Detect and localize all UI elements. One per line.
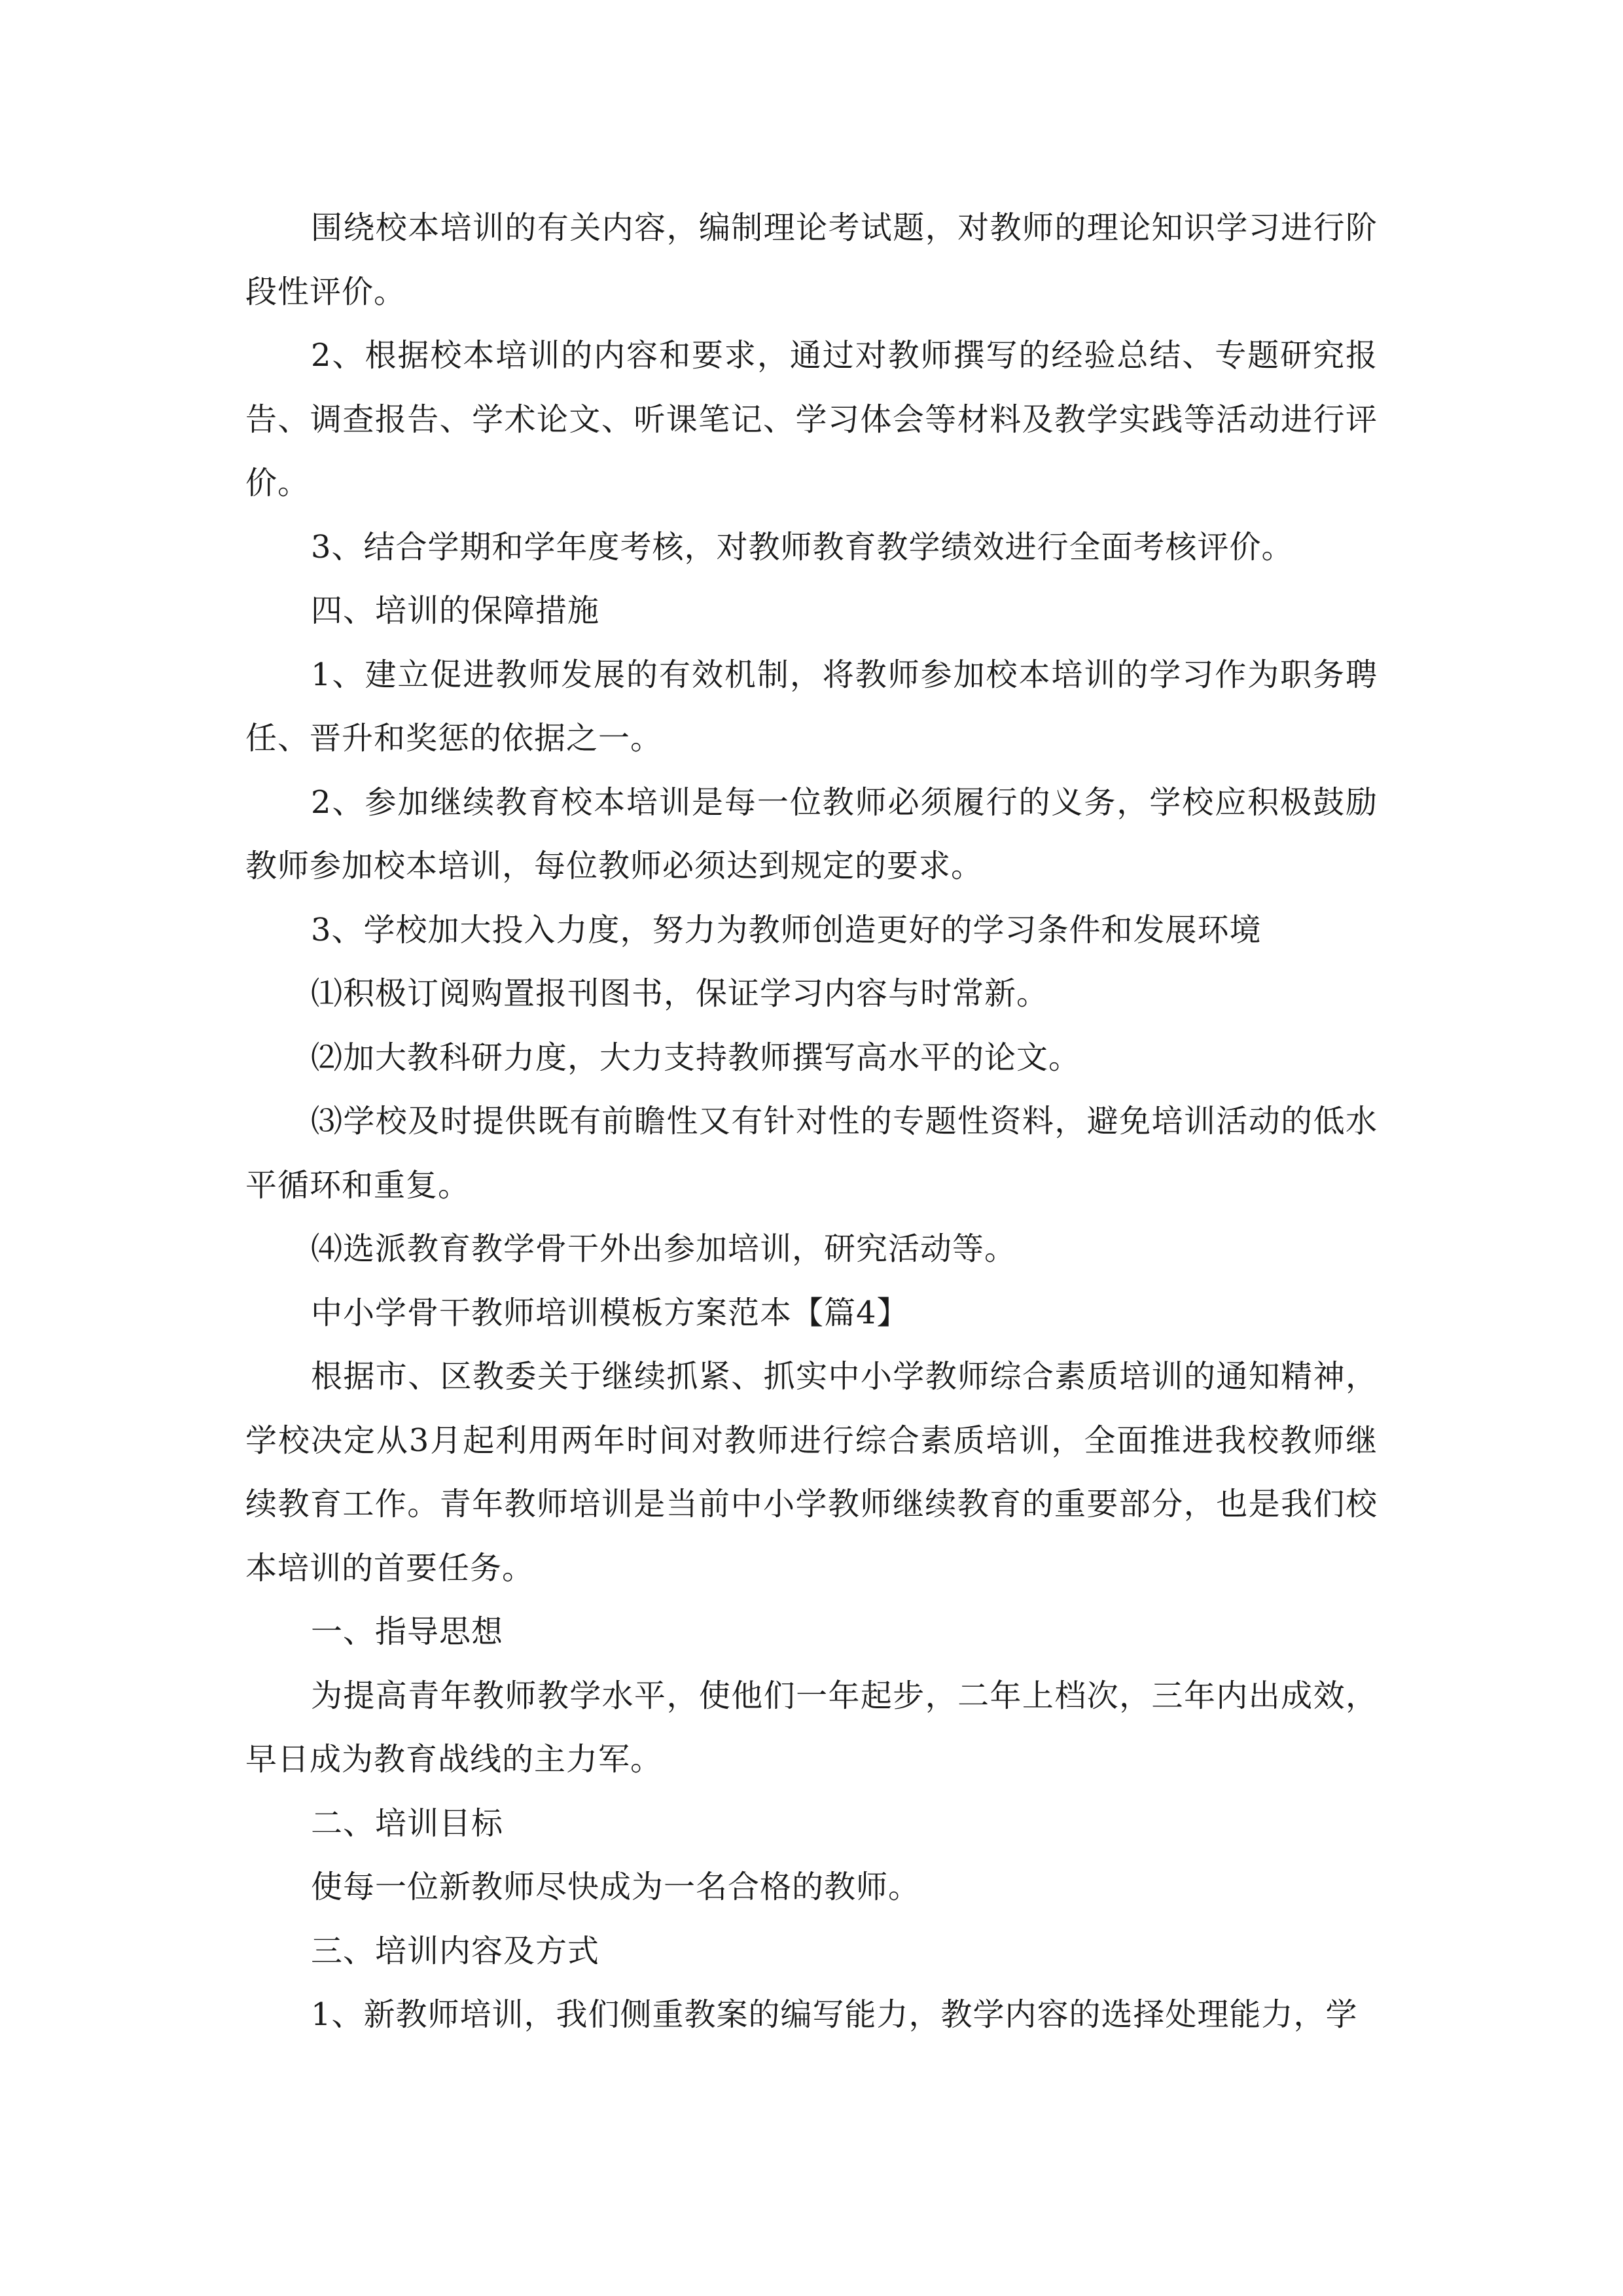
paragraph: 1、建立促进教师发展的有效机制，将教师参加校本培训的学习作为职务聘任、晋升和奖惩的依据之一。 [245,656,1378,757]
paragraph: 1、新教师培训，我们侧重教案的编写能力，教学内容的选择处理能力，学 [311,1996,1358,2033]
paragraph: 3、学校加大投入力度，努力为教师创造更好的学习条件和发展环境 [311,911,1262,948]
paragraph: 为提高青年教师教学水平，使他们一年起步，二年上档次，三年内出成效，早日成为教育战线的主力军。 [245,1677,1378,1778]
section-heading: 一、指导思想 [311,1613,504,1650]
paragraph: 2、参加继续教育校本培训是每一位教师必须履行的义务，学校应积极鼓励教师参加校本培训，每位教师必须达到规定的要求。 [245,783,1378,884]
paragraph: 使每一位新教师尽快成为一名合格的教师。 [311,1869,921,1905]
list-item: ⑴积极订阅购置报刊图书，保证学习内容与时常新。 [311,975,1049,1012]
paragraph: 3、结合学期和学年度考核，对教师教育教学绩效进行全面考核评价。 [311,528,1294,565]
list-item: ⑷选派教育教学骨干外出参加培训，研究活动等。 [311,1230,1017,1267]
section-heading: 四、培训的保障措施 [311,592,600,629]
section-heading: 二、培训目标 [311,1804,504,1842]
paragraph: 根据市、区教委关于继续抓紧、抓实中小学教师综合素质培训的通知精神，学校决定从3月起利用两年时间对教师进行综合素质培训，全面推进我校教师继续教育工作。青年教师培训是当前中小学教师继续教育的重要部分，也是我们校本培训的首要任务。 [245,1358,1378,1587]
section-heading: 三、培训内容及方式 [311,1932,600,1969]
article-title: 中小学骨干教师培训模板方案范本【篇4】 [311,1294,909,1331]
paragraph: 2、根据校本培训的内容和要求，通过对教师撰写的经验总结、专题研究报告、调查报告、学术论文、听课笔记、学习体会等材料及教学实践等活动进行评价。 [245,337,1378,501]
list-item: ⑵加大教科研力度，大力支持教师撰写高水平的论文。 [311,1039,1081,1076]
list-item: ⑶学校及时提供既有前瞻性又有针对性的专题性资料，避免培训活动的低水平循环和重复。 [245,1103,1378,1204]
document-body [245,196,1378,2047]
paragraph: 围绕校本培训的有关内容，编制理论考试题，对教师的理论知识学习进行阶段性评价。 [245,209,1378,310]
